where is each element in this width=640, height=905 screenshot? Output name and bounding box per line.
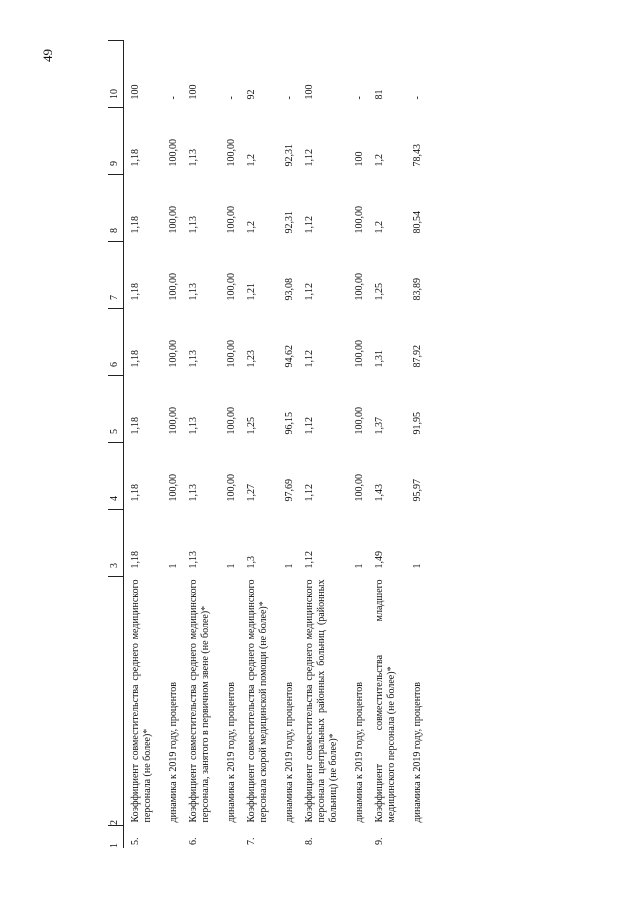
column-header-4: 4 [108, 443, 124, 510]
column-header-3: 3 [108, 510, 124, 577]
page-number: 49 [40, 49, 55, 62]
row-number: 5. [130, 837, 141, 845]
row-number [342, 826, 368, 849]
value-cell-col-6: 100,00 [168, 340, 179, 368]
indicator-name: Коэффициент совместительства среднего медицинского персонала скорой медицинской помощи (не более)* [246, 579, 269, 823]
value-cell-col-10: 81 [374, 89, 385, 100]
value-cell-col-8: 100,00 [168, 206, 179, 234]
value-cell-col-4: 1,13 [188, 484, 199, 502]
table-row [298, 41, 342, 849]
column-header-1: 1 [108, 826, 124, 849]
value-cell-col-10: - [412, 96, 423, 100]
value-cell-col-9: 100 [354, 151, 365, 167]
table-row [156, 41, 182, 849]
row-number: 8. [304, 837, 315, 845]
value-cell-col-6: 100,00 [354, 340, 365, 368]
value-cell-col-8: 1,18 [130, 216, 141, 234]
value-cell-col-7: 83,89 [412, 278, 423, 301]
value-cell-col-4: 1,43 [374, 484, 385, 502]
value-cell-col-10: 100 [130, 84, 141, 100]
indicator-name: динамика к 2019 году, процентов [412, 681, 423, 823]
value-cell-col-7: 100,00 [168, 273, 179, 301]
value-cell-col-5: 100,00 [226, 407, 237, 435]
value-cell-col-9: 1,18 [130, 149, 141, 167]
indicator-name: динамика к 2019 году, процентов [354, 681, 365, 823]
value-cell-col-4: 100,00 [354, 474, 365, 502]
value-cell-col-6: 1,18 [130, 350, 141, 368]
value-cell-col-4: 95,97 [412, 479, 423, 502]
value-cell-col-7: 100,00 [354, 273, 365, 301]
value-cell-col-6: 87,92 [412, 345, 423, 368]
value-cell-col-8: 100,00 [226, 206, 237, 234]
row-number: 7. [246, 837, 257, 845]
value-cell-col-10: 100 [304, 84, 315, 100]
value-cell-col-4: 1,12 [304, 484, 315, 502]
value-cell-col-9: 78,43 [412, 144, 423, 167]
value-cell-col-6: 1,23 [246, 350, 257, 368]
value-cell-col-5: 1,13 [188, 417, 199, 435]
staffing-coefficients-table [108, 40, 426, 848]
value-cell-col-7: 1,18 [130, 283, 141, 301]
value-cell-col-10: - [168, 96, 179, 100]
value-cell-col-10: 92 [246, 89, 257, 100]
value-cell-col-4: 100,00 [226, 474, 237, 502]
value-cell-col-9: 100,00 [226, 139, 237, 167]
value-cell-col-3: 1 [168, 563, 179, 569]
table-row [240, 41, 272, 849]
table-row [400, 41, 426, 849]
value-cell-col-7: 100,00 [226, 273, 237, 301]
indicator-name: динамика к 2019 году, процентов [226, 681, 237, 823]
indicator-name: Коэффициент совместительства среднего медицинского персонала центральных районных больниц (районных больниц) (не более)* [304, 579, 339, 823]
column-header-2: 2 [108, 577, 124, 826]
value-cell-col-6: 94,62 [284, 345, 295, 368]
value-cell-col-6: 1,12 [304, 350, 315, 368]
value-cell-col-3: 1,3 [246, 556, 257, 569]
value-cell-col-5: 91,95 [412, 412, 423, 435]
row-number: 6. [188, 837, 199, 845]
value-cell-col-10: - [284, 96, 295, 100]
value-cell-col-5: 96,15 [284, 412, 295, 435]
rotated-table-container [108, 48, 570, 848]
value-cell-col-7: 1,13 [188, 283, 199, 301]
value-cell-col-5: 1,25 [246, 417, 257, 435]
value-cell-col-3: 1 [284, 563, 295, 569]
table-body [124, 41, 427, 849]
value-cell-col-9: 1,2 [246, 154, 257, 167]
column-header-5: 5 [108, 376, 124, 443]
table-row [214, 41, 240, 849]
value-cell-col-10: - [226, 96, 237, 100]
indicator-name: Коэффициент совместительства младшего медицинского персонала (не более)* [374, 579, 397, 823]
row-number [156, 826, 182, 849]
table-row [182, 41, 214, 849]
indicator-name: динамика к 2019 году, процентов [284, 681, 295, 823]
value-cell-col-5: 100,00 [354, 407, 365, 435]
value-cell-col-10: - [354, 96, 365, 100]
value-cell-col-6: 1,13 [188, 350, 199, 368]
value-cell-col-8: 1,2 [246, 221, 257, 234]
indicator-name: динамика к 2019 году, процентов [168, 681, 179, 823]
row-number [400, 826, 426, 849]
column-header-6: 6 [108, 309, 124, 376]
value-cell-col-3: 1,18 [130, 551, 141, 569]
value-cell-col-3: 1,13 [188, 551, 199, 569]
row-number [272, 826, 298, 849]
column-header-10: 10 [108, 41, 124, 108]
table-row [368, 41, 400, 849]
value-cell-col-10: 100 [188, 84, 199, 100]
value-cell-col-8: 1,12 [304, 216, 315, 234]
value-cell-col-8: 1,2 [374, 221, 385, 234]
value-cell-col-3: 1,12 [304, 551, 315, 569]
value-cell-col-5: 100,00 [168, 407, 179, 435]
value-cell-col-8: 80,54 [412, 211, 423, 234]
value-cell-col-4: 1,18 [130, 484, 141, 502]
value-cell-col-7: 1,25 [374, 283, 385, 301]
value-cell-col-4: 100,00 [168, 474, 179, 502]
value-cell-col-9: 1,13 [188, 149, 199, 167]
value-cell-col-3: 1 [226, 563, 237, 569]
value-cell-col-8: 92,31 [284, 211, 295, 234]
value-cell-col-7: 1,21 [246, 283, 257, 301]
indicator-name: Коэффициент совместительства среднего медицинского персонала, занятого в первичном звене (не более)* [188, 579, 211, 823]
indicator-name: Коэффициент совместительства среднего медицинского персонала (не более)* [130, 579, 153, 823]
value-cell-col-6: 1,31 [374, 350, 385, 368]
value-cell-col-4: 97,69 [284, 479, 295, 502]
value-cell-col-9: 1,2 [374, 154, 385, 167]
column-number-header-row [108, 41, 124, 849]
value-cell-col-5: 1,37 [374, 417, 385, 435]
value-cell-col-5: 1,12 [304, 417, 315, 435]
value-cell-col-9: 92,31 [284, 144, 295, 167]
value-cell-col-9: 100,00 [168, 139, 179, 167]
row-number: 9. [374, 837, 385, 845]
column-header-9: 9 [108, 108, 124, 175]
table-row [272, 41, 298, 849]
row-number [214, 826, 240, 849]
value-cell-col-6: 100,00 [226, 340, 237, 368]
column-header-8: 8 [108, 175, 124, 242]
column-header-7: 7 [108, 242, 124, 309]
value-cell-col-7: 1,12 [304, 283, 315, 301]
value-cell-col-5: 1,18 [130, 417, 141, 435]
value-cell-col-8: 1,13 [188, 216, 199, 234]
value-cell-col-4: 1,27 [246, 484, 257, 502]
table-row [124, 41, 157, 849]
value-cell-col-3: 1 [354, 563, 365, 569]
value-cell-col-3: 1 [412, 563, 423, 569]
value-cell-col-9: 1,12 [304, 149, 315, 167]
value-cell-col-3: 1,49 [374, 551, 385, 569]
table-row [342, 41, 368, 849]
value-cell-col-7: 93,08 [284, 278, 295, 301]
value-cell-col-8: 100,00 [354, 206, 365, 234]
